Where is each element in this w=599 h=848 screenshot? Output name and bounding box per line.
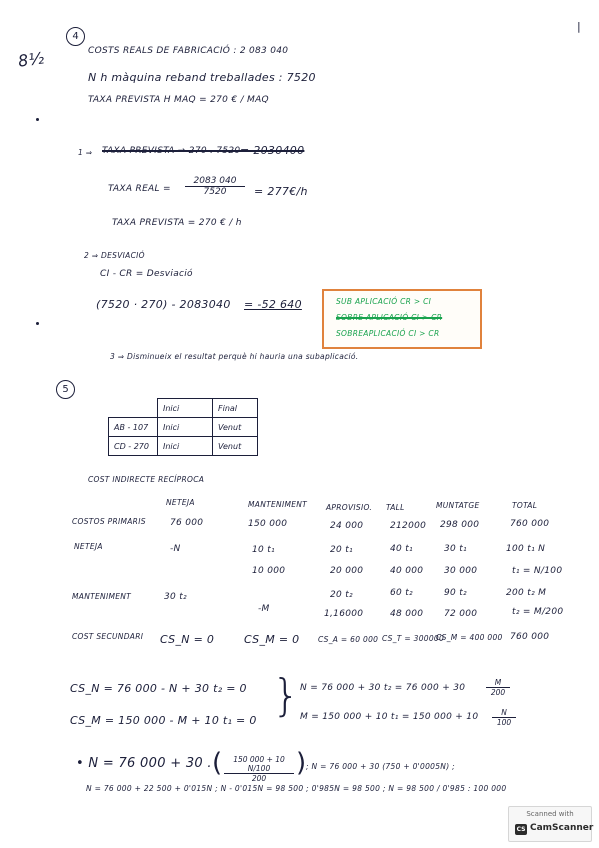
row-label: NETEJA xyxy=(74,542,103,551)
equation-final-solution: N = 76 000 + 22 500 + 0'015N ; N - 0'015N = 98 500 ; 0'985N = 98 500 ; N = 98 500 / 0'985 : 100 000 xyxy=(86,784,507,793)
equation-n-solution: N = 76 000 + 30 t₂ = 76 000 + 30 xyxy=(300,683,466,693)
eq1-fraction-den: 200 xyxy=(490,688,506,697)
camscanner-logo-icon: CS xyxy=(516,826,526,833)
cost-cell: 24 000 xyxy=(330,521,364,531)
eq3-fraction xyxy=(224,755,294,783)
q4-part3-conclusion: 3 ⇒ Disminueix el resultat perquè hi hauria una subaplicació. xyxy=(110,352,359,361)
q4-real-costs-line: COSTS REALS DE FABRICACIÓ : 2 083 040 xyxy=(88,46,289,56)
camscanner-name: CamScanner xyxy=(530,823,594,833)
real-rate-label: TAXA REAL = xyxy=(108,184,171,194)
table-cell: Venut xyxy=(213,418,258,437)
q4-deviation-calc: (7520 · 270) - 2083040 xyxy=(96,298,231,311)
table-row xyxy=(109,437,258,456)
equation-manteniment: CS_M = 150 000 - M + 10 t₁ = 0 xyxy=(70,714,257,727)
table-cell: Inici xyxy=(158,437,213,456)
cost-cell: 30 t₂ xyxy=(164,592,187,602)
cost-cell: -N xyxy=(170,544,181,554)
cost-cell: 90 t₂ xyxy=(444,588,467,598)
eq1-fraction xyxy=(486,678,510,697)
eq1-fraction-num: M xyxy=(486,678,510,688)
equation-substitution-end: ; N = 76 000 + 30 (750 + 0'0005N) ; xyxy=(306,762,455,771)
table-header-cell: Inici xyxy=(158,399,213,418)
cost-cell: 48 000 xyxy=(390,609,424,619)
column-header: TOTAL xyxy=(512,501,538,510)
q4-deviation-result: = -52 640 xyxy=(244,298,302,311)
open-paren: ( xyxy=(212,748,223,778)
eq3-fraction-num: 150 000 + 10 N/100 xyxy=(224,755,294,774)
cost-cell: 150 000 xyxy=(248,519,288,529)
real-rate-numerator: 2083 040 xyxy=(185,176,245,187)
cost-cell: 10 t₁ xyxy=(252,545,275,555)
corner-tick-mark: | xyxy=(577,20,582,33)
q4-machine-hours-line: N h màquina reband treballades : 7520 xyxy=(88,71,316,84)
cost-cell: 30 t₁ xyxy=(444,544,467,554)
products-status-table xyxy=(108,398,258,456)
cost-cell: 72 000 xyxy=(444,609,478,619)
secondary-cost-label: COST SECUNDARI xyxy=(72,632,144,641)
cost-section-title: COST INDIRECTE RECÍPROCA xyxy=(88,475,205,484)
column-header: NETEJA xyxy=(166,498,195,507)
table-corner xyxy=(109,399,158,418)
cost-cell: 760 000 xyxy=(510,519,550,529)
eq3-fraction-den: 200 xyxy=(251,774,267,783)
row-label: MANTENIMENT xyxy=(72,592,132,601)
secondary-cost-cell: 760 000 xyxy=(510,632,550,642)
row-label: COSTOS PRIMARIS xyxy=(72,517,146,526)
cost-cell: 76 000 xyxy=(170,518,204,528)
q4-deviation-formula: CI - CR = Desviació xyxy=(100,269,193,279)
aplication-note-box xyxy=(322,289,482,349)
eq2-fraction-num: N xyxy=(492,708,516,718)
secondary-cost-cell: CS_M = 400 000 xyxy=(436,633,503,642)
real-rate-result: = 277€/h xyxy=(254,185,308,198)
close-paren: ) xyxy=(296,748,307,778)
equation-m-solution: M = 150 000 + 10 t₁ = 150 000 + 10 xyxy=(300,712,479,722)
cost-cell: -M xyxy=(258,604,270,614)
cost-cell: 298 000 xyxy=(440,520,480,530)
table-header-row xyxy=(109,399,258,418)
question-4-number: 4 xyxy=(66,27,85,46)
cost-cell: 212000 xyxy=(390,521,427,531)
cost-cell: 100 t₁ N xyxy=(506,544,546,554)
scanned-with-text: Scanned with xyxy=(526,810,574,818)
eq2-fraction-den: 100 xyxy=(496,718,512,727)
cost-cell: 60 t₂ xyxy=(390,588,413,598)
table-cell: Inici xyxy=(158,418,213,437)
system-brace: } xyxy=(272,670,300,721)
cost-cell: 20 000 xyxy=(330,566,364,576)
secondary-cost-cell: CS_N = 0 xyxy=(160,633,215,646)
table-header-cell: Final xyxy=(213,399,258,418)
cost-cell: 20 t₁ xyxy=(330,545,353,555)
equation-neteja: CS_N = 76 000 - N + 30 t₂ = 0 xyxy=(70,682,247,695)
cost-cell: 40 000 xyxy=(390,566,424,576)
column-header: TALL xyxy=(386,503,405,512)
cost-cell: 10 000 xyxy=(252,566,286,576)
camscanner-badge xyxy=(508,806,592,842)
q4-part1-label: 1 ⇒ xyxy=(78,148,93,157)
table-row xyxy=(109,418,258,437)
subaplication-rule: SUB APLICACIÓ CR > CI xyxy=(336,297,432,306)
secondary-cost-cell: CS_T = 300000 xyxy=(382,634,445,643)
table-row-label: CD - 270 xyxy=(109,437,158,456)
bullet-dot xyxy=(36,322,39,325)
table-row-label: AB - 107 xyxy=(109,418,158,437)
cost-cell: 30 000 xyxy=(444,566,478,576)
cost-cell: 1,16000 xyxy=(324,609,364,619)
margin-grade-note: 8½ xyxy=(16,48,46,71)
equation-substitution-start: • N = 76 000 + 30 . xyxy=(76,756,212,771)
q4-planned-rate-line: TAXA PREVISTA H MAQ = 270 € / MAQ xyxy=(88,95,269,105)
table-cell: Venut xyxy=(213,437,258,456)
question-5-number: 5 xyxy=(56,380,75,399)
overaplication-rule: SOBREAPLICACIÓ CI > CR xyxy=(336,329,440,338)
cost-cell: 40 t₁ xyxy=(390,544,413,554)
column-header: MUNTATGE xyxy=(436,501,480,510)
column-header: APROVISIO. xyxy=(326,503,373,512)
struck-overaplication-rule: SOBRE APLICACIÓ CI > CR xyxy=(336,313,443,322)
secondary-cost-cell: CS_M = 0 xyxy=(244,633,300,646)
real-rate-denominator: 7520 xyxy=(203,187,227,197)
cost-cell: 200 t₂ M xyxy=(506,588,547,598)
cost-cell: 20 t₂ xyxy=(330,590,353,600)
column-header: MANTENIMENT xyxy=(248,500,308,509)
planned-rate-line: TAXA PREVISTA = 270 € / h xyxy=(112,218,242,228)
real-rate-fraction xyxy=(185,176,245,197)
eq2-fraction xyxy=(492,708,516,727)
secondary-cost-cell: CS_A = 60 000 xyxy=(318,635,379,644)
q4-part1-struck-calc: TAXA PREVISTA → 270 . 7520 xyxy=(102,146,241,156)
cost-cell: t₂ = M/200 xyxy=(512,607,564,617)
bullet-dot xyxy=(36,118,39,121)
q4-part1-result: = 2030400 xyxy=(240,144,305,157)
q4-part2-label: 2 ⇒ DESVIACIÓ xyxy=(84,251,145,260)
cost-cell: t₁ = N/100 xyxy=(512,566,563,576)
